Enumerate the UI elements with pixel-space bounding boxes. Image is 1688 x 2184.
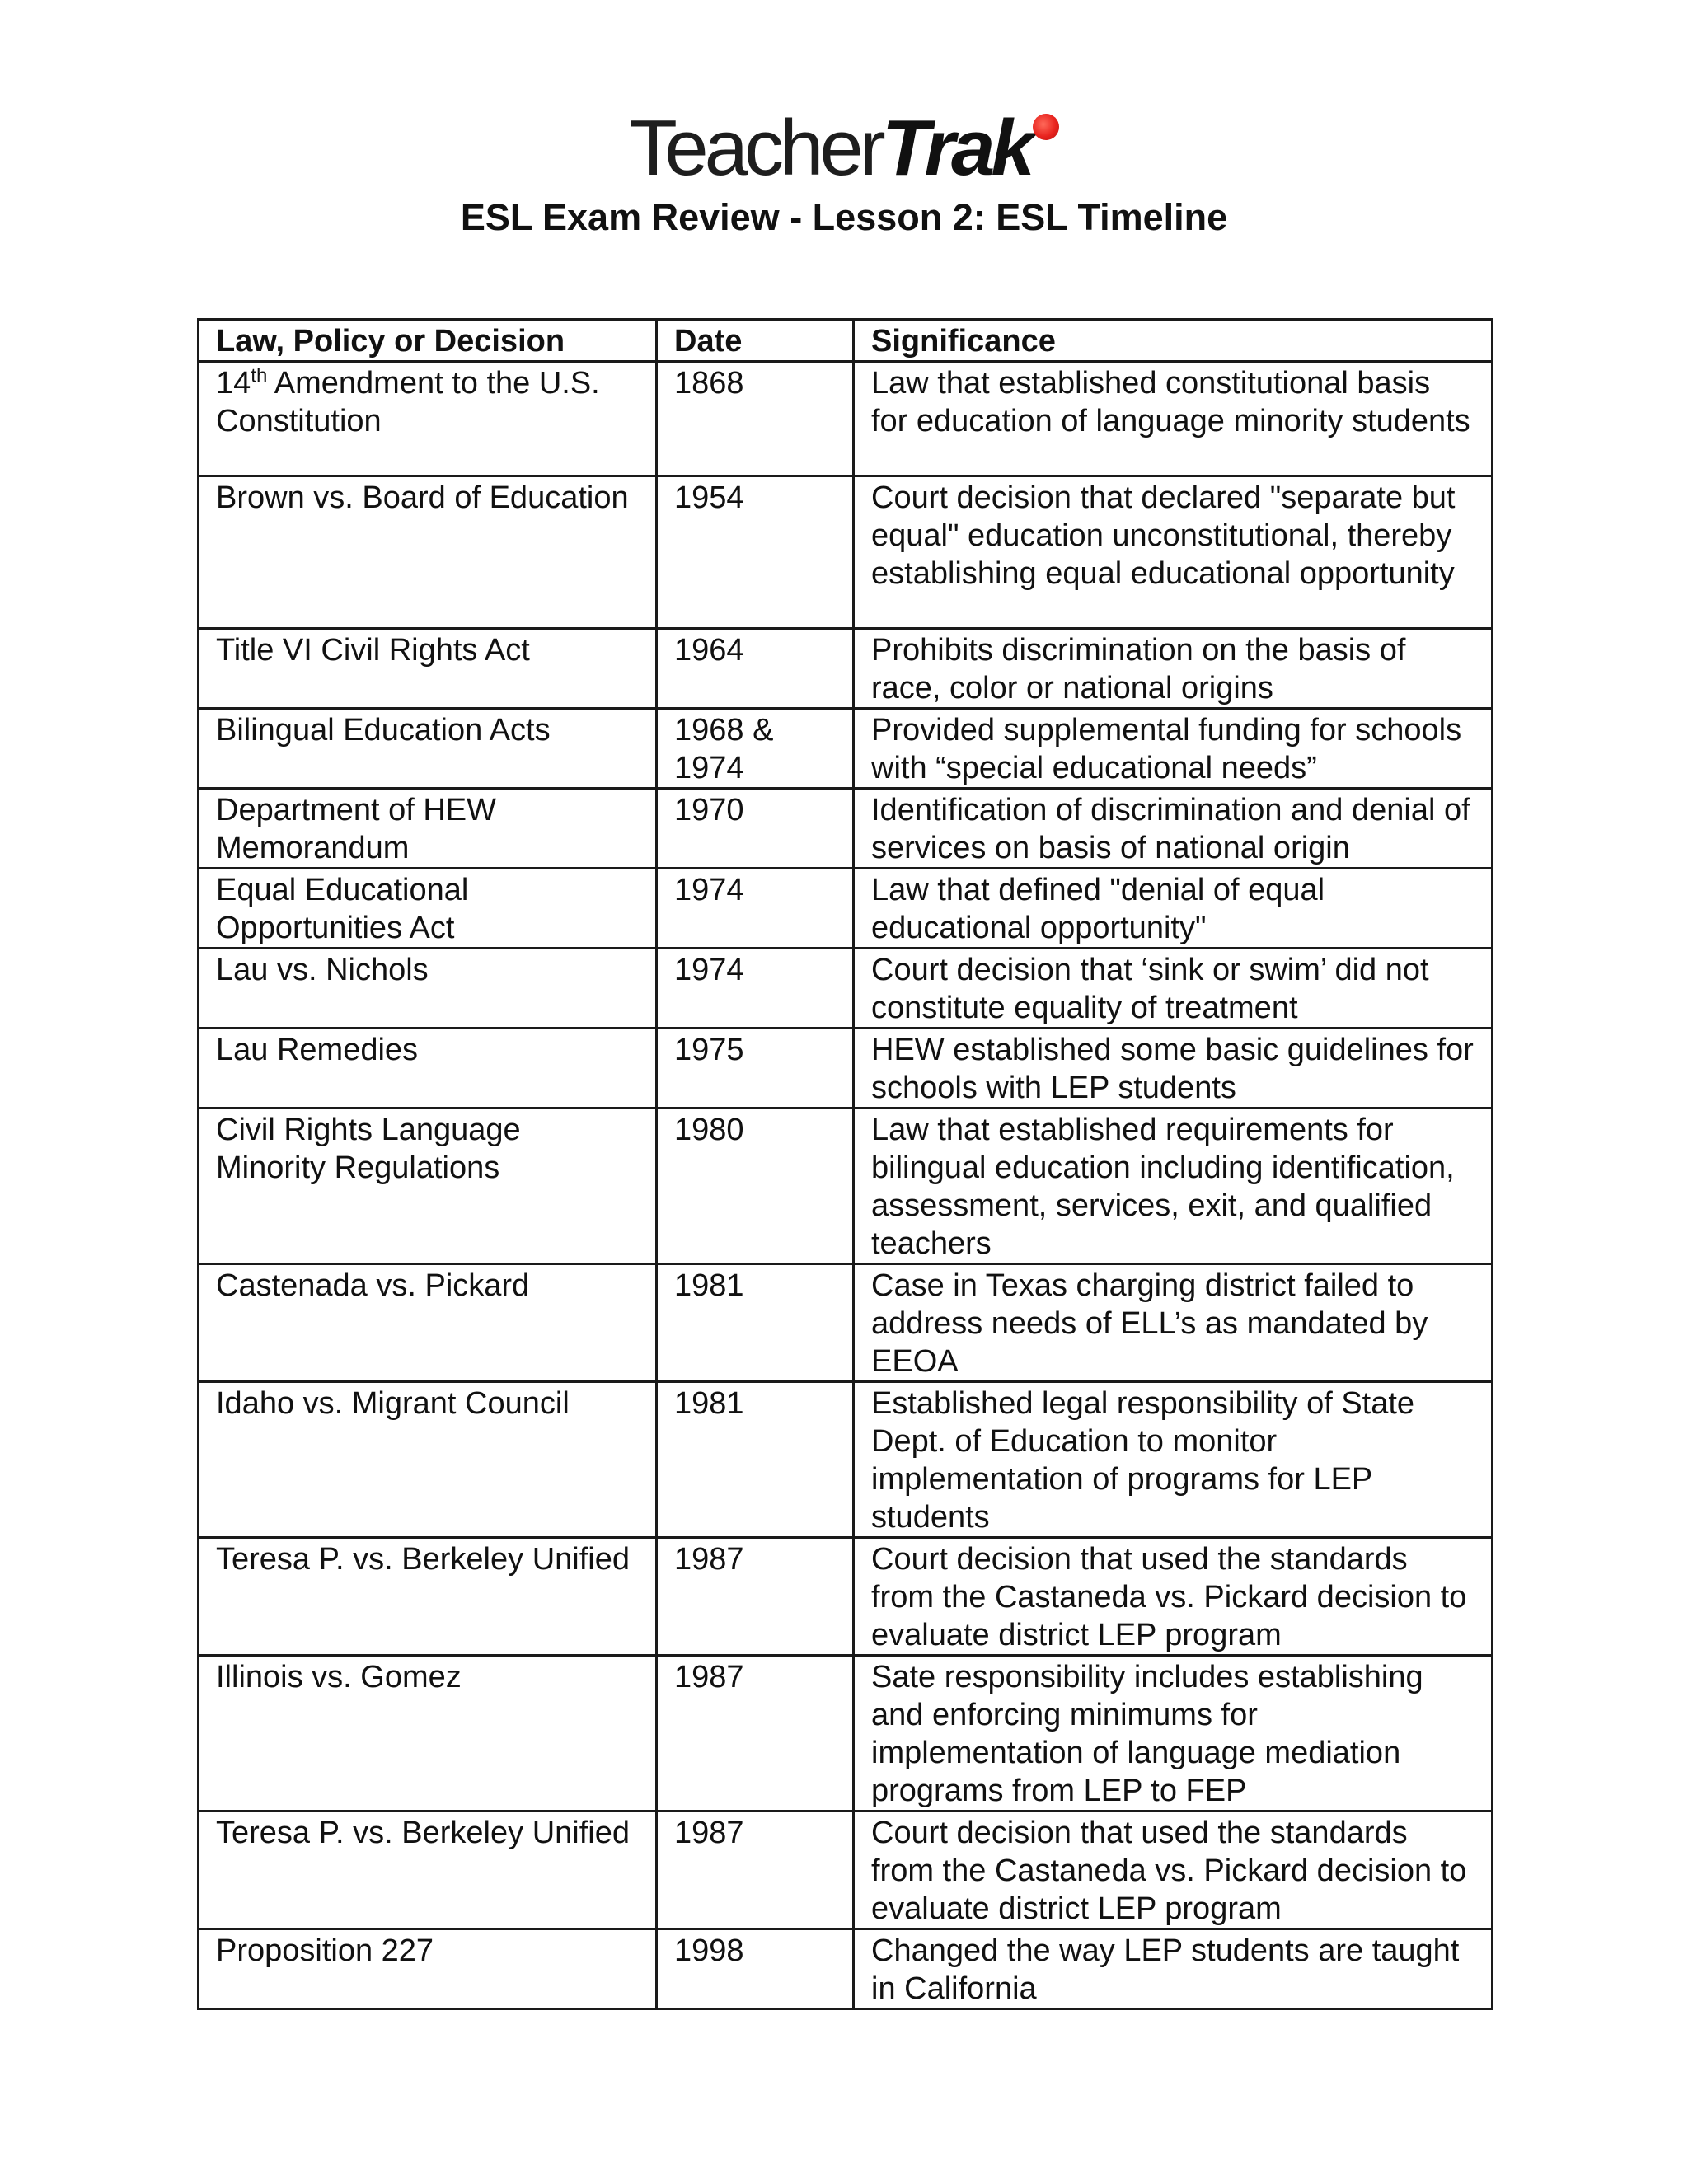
significance-cell: Sate responsibility includes establishing and enforcing minimums for implementation of language mediation programs from LEP to FEP <box>854 1656 1493 1811</box>
law-cell: Bilingual Education Acts <box>199 709 657 789</box>
law-cell: Lau Remedies <box>199 1029 657 1108</box>
law-cell: Illinois vs. Gomez <box>199 1656 657 1811</box>
significance-cell: Identification of discrimination and denial of services on basis of national origin <box>854 789 1493 869</box>
date-cell: 1954 <box>657 476 854 629</box>
logo-dot-icon <box>1033 114 1059 140</box>
date-cell: 1975 <box>657 1029 854 1108</box>
date-cell: 1964 <box>657 629 854 709</box>
table-row <box>199 362 1493 476</box>
significance-cell: Law that established constitutional basis for education of language minority students <box>854 362 1493 476</box>
law-cell: Teresa P. vs. Berkeley Unified <box>199 1811 657 1929</box>
date-cell: 1974 <box>657 949 854 1029</box>
date-cell: 1980 <box>657 1108 854 1264</box>
significance-cell: Prohibits discrimination on the basis of race, color or national origins <box>854 629 1493 709</box>
table-row <box>199 476 1493 629</box>
significance-cell: Case in Texas charging district failed to address needs of ELL’s as mandated by EEOA <box>854 1264 1493 1382</box>
date-cell: 1987 <box>657 1811 854 1929</box>
law-cell: Department of HEW Memorandum <box>199 789 657 869</box>
date-cell: 1868 <box>657 362 854 476</box>
significance-cell: Court decision that used the standards from the Castaneda vs. Pickard decision to evaluate district LEP program <box>854 1538 1493 1656</box>
law-ordinal-suffix: th <box>251 364 268 387</box>
header-date: Date <box>657 320 854 362</box>
law-cell: Teresa P. vs. Berkeley Unified <box>199 1538 657 1656</box>
page-title: ESL Exam Review - Lesson 2: ESL Timeline <box>460 196 1228 238</box>
table-row <box>199 709 1493 789</box>
significance-cell: Court decision that ‘sink or swim’ did not constitute equality of treatment <box>854 949 1493 1029</box>
logo-wordmark <box>629 104 1059 192</box>
significance-cell: Established legal responsibility of State Dept. of Education to monitor implementation of programs for LEP students <box>854 1382 1493 1538</box>
significance-cell: Court decision that used the standards from the Castaneda vs. Pickard decision to evaluate district LEP program <box>854 1811 1493 1929</box>
table-header-row <box>199 320 1493 362</box>
table-row <box>199 1382 1493 1538</box>
table-row <box>199 949 1493 1029</box>
table-row <box>199 1264 1493 1382</box>
table-row <box>199 789 1493 869</box>
law-cell: Idaho vs. Migrant Council <box>199 1382 657 1538</box>
header-significance: Significance <box>854 320 1493 362</box>
date-cell: 1970 <box>657 789 854 869</box>
law-cell: Proposition 227 <box>199 1929 657 2009</box>
date-cell: 1981 <box>657 1264 854 1382</box>
law-cell: Brown vs. Board of Education <box>199 476 657 629</box>
table-row <box>199 1656 1493 1811</box>
date-cell: 1987 <box>657 1656 854 1811</box>
law-cell <box>199 362 657 476</box>
law-cell: Castenada vs. Pickard <box>199 1264 657 1382</box>
law-cell: Civil Rights Language Minority Regulations <box>199 1108 657 1264</box>
table-row <box>199 1108 1493 1264</box>
date-cell: 1968 & 1974 <box>657 709 854 789</box>
significance-cell: Law that established requirements for bilingual education including identification, assessment, services, exit, and qualified teachers <box>854 1108 1493 1264</box>
significance-cell: Changed the way LEP students are taught in California <box>854 1929 1493 2009</box>
date-cell: 1987 <box>657 1538 854 1656</box>
logo-teacher-text: Teacher <box>629 104 882 192</box>
table-row <box>199 1029 1493 1108</box>
esl-timeline-table <box>197 318 1493 2010</box>
date-cell: 1974 <box>657 869 854 949</box>
header-law: Law, Policy or Decision <box>199 320 657 362</box>
significance-cell: Law that defined "denial of equal educational opportunity" <box>854 869 1493 949</box>
table-row <box>199 629 1493 709</box>
table-row <box>199 1811 1493 1929</box>
law-text: Amendment to the U.S. Constitution <box>216 366 600 438</box>
law-ordinal: 14 <box>216 366 251 401</box>
date-cell: 1998 <box>657 1929 854 2009</box>
date-cell: 1981 <box>657 1382 854 1538</box>
table-row <box>199 1538 1493 1656</box>
logo-trak-text: Trak <box>881 104 1031 192</box>
law-cell: Title VI Civil Rights Act <box>199 629 657 709</box>
significance-cell: Court decision that declared "separate but equal" education unconstitutional, thereby establishing equal educational opportunity <box>854 476 1493 629</box>
table-row <box>199 869 1493 949</box>
teachertrak-logo <box>0 104 1688 192</box>
law-cell: Equal Educational Opportunities Act <box>199 869 657 949</box>
significance-cell: HEW established some basic guidelines for schools with LEP students <box>854 1029 1493 1108</box>
significance-cell: Provided supplemental funding for schools with “special educational needs” <box>854 709 1493 789</box>
law-cell: Lau vs. Nichols <box>199 949 657 1029</box>
table-row <box>199 1929 1493 2009</box>
